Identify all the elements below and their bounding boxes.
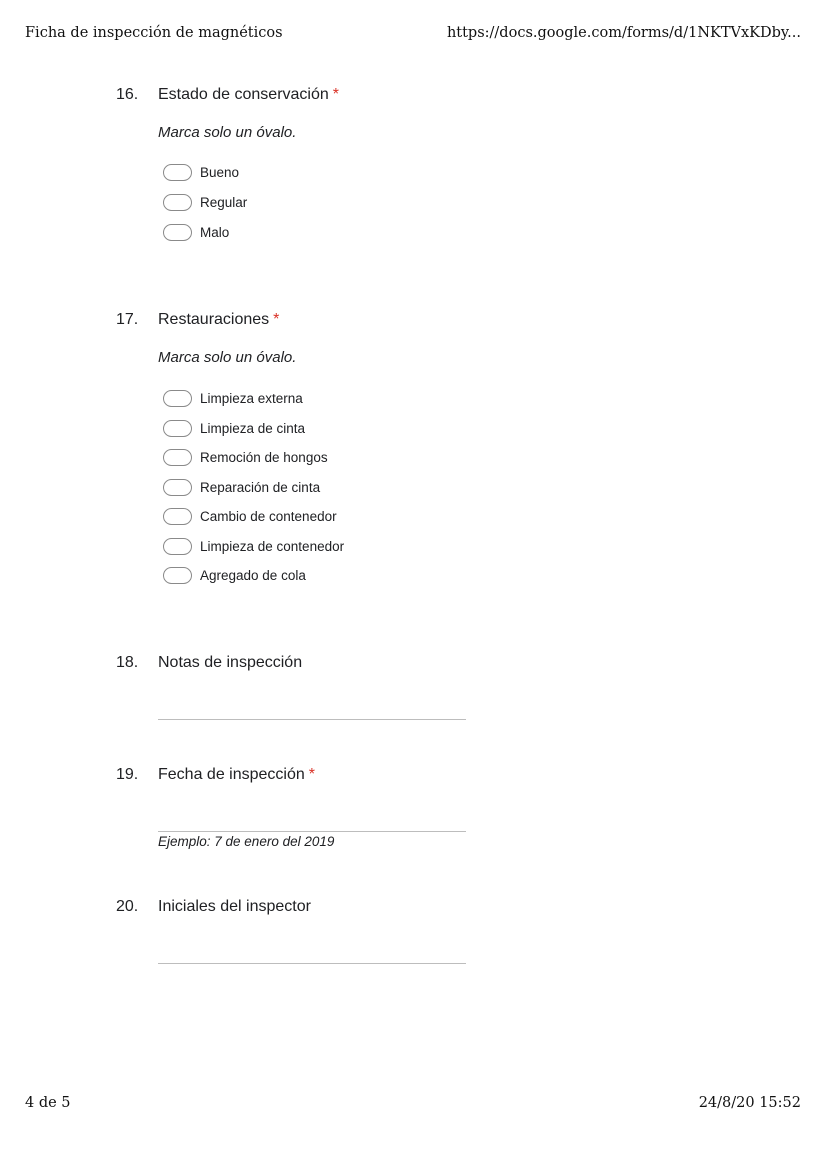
print-header bbox=[25, 25, 801, 41]
question-number: 17. bbox=[116, 311, 139, 328]
radio-oval[interactable] bbox=[163, 449, 192, 466]
notas-answer-field[interactable] bbox=[158, 719, 466, 720]
question-title: Fecha de inspección * bbox=[158, 766, 315, 783]
radio-oval[interactable] bbox=[163, 479, 192, 496]
radio-oval[interactable] bbox=[163, 538, 192, 555]
question-title: Notas de inspección bbox=[158, 654, 303, 671]
option-label: Remoción de hongos bbox=[200, 450, 328, 465]
question-number: 19. bbox=[116, 766, 139, 783]
option-label: Limpieza de cinta bbox=[200, 420, 306, 436]
page-url: https://docs.google.com/forms/d/1NKTVxKDby... bbox=[446, 25, 801, 41]
radio-oval[interactable] bbox=[163, 420, 192, 437]
question-number: 18. bbox=[116, 654, 139, 671]
radio-oval[interactable] bbox=[163, 194, 192, 211]
question-hint: Marca solo un óvalo. bbox=[158, 124, 297, 141]
question-title: Restauraciones * bbox=[158, 311, 280, 328]
option-label: Malo bbox=[200, 225, 230, 240]
option-label: Bueno bbox=[200, 165, 240, 180]
required-asterisk: * bbox=[332, 86, 340, 103]
question-number: 16. bbox=[116, 86, 139, 103]
option-label: Agregado de cola bbox=[200, 568, 306, 583]
page-number: 4 de 5 bbox=[25, 1095, 71, 1111]
radio-oval[interactable] bbox=[163, 567, 192, 584]
option-label: Limpieza de contenedor bbox=[200, 538, 345, 554]
option-label: Cambio de contenedor bbox=[200, 509, 337, 524]
fecha-answer-field[interactable] bbox=[158, 831, 466, 832]
option-label: Limpieza externa bbox=[200, 391, 303, 406]
radio-oval[interactable] bbox=[163, 224, 192, 241]
radio-oval[interactable] bbox=[163, 508, 192, 525]
print-datetime: 24/8/20 15:52 bbox=[698, 1095, 801, 1111]
required-asterisk: * bbox=[273, 311, 280, 328]
document-title: Ficha de inspección de magnéticos bbox=[25, 25, 283, 41]
required-asterisk: * bbox=[308, 766, 315, 783]
radio-oval[interactable] bbox=[163, 164, 192, 181]
radio-oval[interactable] bbox=[163, 390, 192, 407]
question-number: 20. bbox=[116, 898, 139, 915]
question-title: Estado de conservación * bbox=[158, 86, 340, 103]
print-footer bbox=[25, 1095, 801, 1111]
option-label: Regular bbox=[200, 195, 248, 210]
option-label: Reparación de cinta bbox=[200, 479, 321, 495]
iniciales-answer-field[interactable] bbox=[158, 963, 466, 964]
example-hint: Ejemplo: 7 de enero del 2019 bbox=[158, 834, 335, 849]
question-hint: Marca solo un óvalo. bbox=[158, 349, 297, 366]
question-title: Iniciales del inspector bbox=[158, 898, 311, 915]
